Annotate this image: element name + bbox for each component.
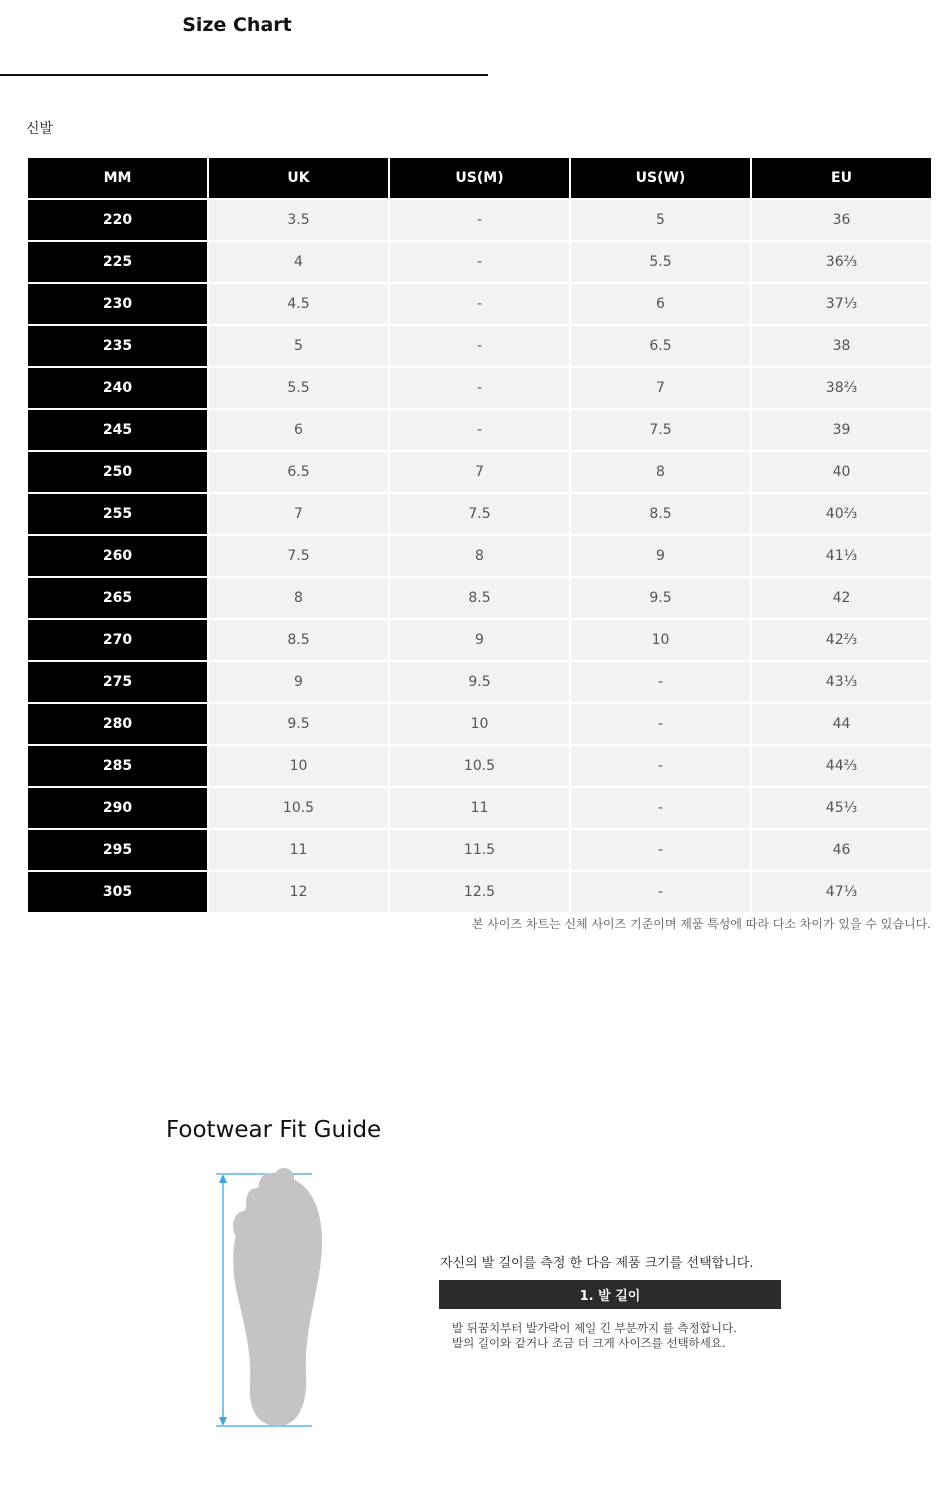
size-mm-cell: 280: [28, 704, 207, 744]
size-cell: -: [390, 368, 569, 408]
table-row: [28, 830, 931, 870]
size-cell: 8.5: [390, 578, 569, 618]
size-cell: 11: [390, 788, 569, 828]
size-cell: -: [390, 284, 569, 324]
size-cell: 7.5: [390, 494, 569, 534]
size-mm-cell: 255: [28, 494, 207, 534]
size-cell: 36⅔: [752, 242, 931, 282]
size-cell: 5: [571, 200, 750, 240]
size-cell: 5.5: [209, 368, 388, 408]
size-cell: 9: [390, 620, 569, 660]
size-cell: 9.5: [571, 578, 750, 618]
size-cell: 44⅔: [752, 746, 931, 786]
size-mm-cell: 240: [28, 368, 207, 408]
size-cell: -: [571, 746, 750, 786]
column-header: US(M): [390, 158, 569, 198]
table-row: [28, 704, 931, 744]
size-cell: 10: [209, 746, 388, 786]
fit-guide-instruction: 발 뒤꿈치부터 발가락이 제일 긴 부분까지 를 측정합니다.: [452, 1321, 737, 1335]
size-mm-cell: 265: [28, 578, 207, 618]
table-row: [28, 788, 931, 828]
size-cell: -: [571, 830, 750, 870]
size-cell: 7.5: [209, 536, 388, 576]
size-cell: 38: [752, 326, 931, 366]
size-cell: 12: [209, 872, 388, 912]
table-row: [28, 200, 931, 240]
size-mm-cell: 220: [28, 200, 207, 240]
fit-guide-instruction: 발의 길이와 같거나 조금 더 크게 사이즈를 선택하세요.: [452, 1336, 726, 1350]
size-cell: 10.5: [209, 788, 388, 828]
title-divider: [0, 74, 488, 76]
column-header: MM: [28, 158, 207, 198]
size-cell: 4.5: [209, 284, 388, 324]
size-cell: 11: [209, 830, 388, 870]
size-cell: 38⅔: [752, 368, 931, 408]
size-cell: 8.5: [571, 494, 750, 534]
table-row: [28, 284, 931, 324]
size-cell: 7.5: [571, 410, 750, 450]
size-cell: -: [571, 788, 750, 828]
size-cell: 10: [571, 620, 750, 660]
foot-icon: [233, 1168, 322, 1426]
size-cell: -: [390, 200, 569, 240]
size-cell: -: [571, 662, 750, 702]
table-row: [28, 578, 931, 618]
size-cell: 8: [390, 536, 569, 576]
size-cell: 10.5: [390, 746, 569, 786]
size-cell: 9: [571, 536, 750, 576]
table-header-row: [28, 158, 931, 198]
page-title: Size Chart: [182, 14, 292, 36]
fit-guide-lead: 자신의 발 길이를 측정 한 다음 제품 크기를 선택합니다.: [440, 1256, 754, 1271]
size-cell: 6.5: [571, 326, 750, 366]
column-header: US(W): [571, 158, 750, 198]
arrow-down-icon: [219, 1417, 227, 1426]
size-mm-cell: 245: [28, 410, 207, 450]
size-cell: 6: [571, 284, 750, 324]
size-cell: -: [390, 326, 569, 366]
column-header: EU: [752, 158, 931, 198]
size-cell: 5: [209, 326, 388, 366]
category-label: 신발: [26, 121, 54, 137]
table-row: [28, 494, 931, 534]
size-mm-cell: 270: [28, 620, 207, 660]
size-cell: 8: [209, 578, 388, 618]
size-cell: 9.5: [390, 662, 569, 702]
foot-length-diagram: [212, 1168, 322, 1433]
size-mm-cell: 285: [28, 746, 207, 786]
size-cell: 8: [571, 452, 750, 492]
size-mm-cell: 260: [28, 536, 207, 576]
size-cell: 39: [752, 410, 931, 450]
table-row: [28, 872, 931, 912]
fit-guide-title: Footwear Fit Guide: [166, 1117, 382, 1143]
size-mm-cell: 305: [28, 872, 207, 912]
size-cell: -: [390, 242, 569, 282]
foot-length-step-bar: [439, 1280, 781, 1309]
size-cell: 11.5: [390, 830, 569, 870]
table-row: [28, 368, 931, 408]
size-cell: 42⅔: [752, 620, 931, 660]
size-mm-cell: 295: [28, 830, 207, 870]
size-mm-cell: 225: [28, 242, 207, 282]
size-cell: 10: [390, 704, 569, 744]
step-label: 1. 발 길이: [579, 1289, 641, 1304]
table-row: [28, 662, 931, 702]
size-cell: 42: [752, 578, 931, 618]
size-cell: -: [571, 704, 750, 744]
size-table: [26, 156, 933, 914]
size-cell: 7: [209, 494, 388, 534]
table-row: [28, 410, 931, 450]
size-cell: -: [390, 410, 569, 450]
table-row: [28, 452, 931, 492]
table-row: [28, 536, 931, 576]
size-cell: 43⅓: [752, 662, 931, 702]
table-row: [28, 746, 931, 786]
column-header: UK: [209, 158, 388, 198]
size-cell: 7: [571, 368, 750, 408]
size-cell: 12.5: [390, 872, 569, 912]
size-cell: 6.5: [209, 452, 388, 492]
size-cell: 6: [209, 410, 388, 450]
arrow-up-icon: [219, 1174, 227, 1183]
size-cell: 4: [209, 242, 388, 282]
size-cell: 47⅓: [752, 872, 931, 912]
size-cell: 40⅔: [752, 494, 931, 534]
size-mm-cell: 250: [28, 452, 207, 492]
size-cell: 9.5: [209, 704, 388, 744]
size-cell: 37⅓: [752, 284, 931, 324]
size-cell: 36: [752, 200, 931, 240]
table-body: [28, 200, 931, 912]
size-cell: 45⅓: [752, 788, 931, 828]
size-disclaimer: 본 사이즈 차트는 신체 사이즈 기준이며 제품 특성에 따라 다소 차이가 있을 수 있습니다.: [471, 917, 931, 931]
size-cell: 44: [752, 704, 931, 744]
size-cell: 7: [390, 452, 569, 492]
size-cell: 3.5: [209, 200, 388, 240]
size-mm-cell: 275: [28, 662, 207, 702]
size-mm-cell: 290: [28, 788, 207, 828]
size-cell: 9: [209, 662, 388, 702]
size-cell: -: [571, 872, 750, 912]
size-cell: 5.5: [571, 242, 750, 282]
size-cell: 46: [752, 830, 931, 870]
size-cell: 8.5: [209, 620, 388, 660]
size-cell: 40: [752, 452, 931, 492]
size-mm-cell: 235: [28, 326, 207, 366]
table-row: [28, 242, 931, 282]
table-row: [28, 326, 931, 366]
size-mm-cell: 230: [28, 284, 207, 324]
size-cell: 41⅓: [752, 536, 931, 576]
table-row: [28, 620, 931, 660]
